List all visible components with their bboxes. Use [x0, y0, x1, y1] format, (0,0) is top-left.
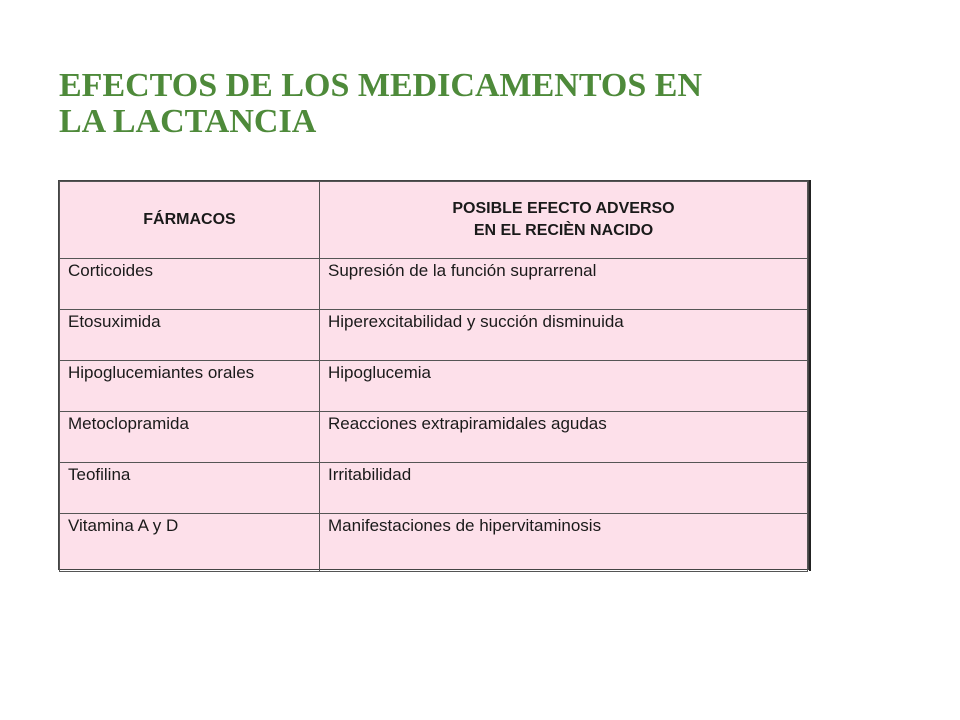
table-row: [60, 310, 808, 361]
effect-cell: Irritabilidad: [320, 463, 808, 514]
drug-cell: Etosuximida: [60, 310, 320, 361]
table-row: [60, 412, 808, 463]
header-posible-efecto: [320, 182, 808, 259]
drug-effects-table-container: [58, 180, 809, 570]
drug-cell: Teofilina: [60, 463, 320, 514]
effect-cell: Hiperexcitabilidad y succión disminuida: [320, 310, 808, 361]
drug-cell: Corticoides: [60, 259, 320, 310]
effect-cell: Reacciones extrapiramidales agudas: [320, 412, 808, 463]
table-header-row: [60, 182, 808, 259]
table-row: [60, 514, 808, 572]
effect-cell: Supresión de la función suprarrenal: [320, 259, 808, 310]
header-farmacos: FÁRMACOS: [60, 182, 320, 259]
header-posible-efecto-line-1: POSIBLE EFECTO ADVERSO: [452, 200, 675, 217]
table-row: [60, 361, 808, 412]
table-row: [60, 463, 808, 514]
effect-cell: Hipoglucemia: [320, 361, 808, 412]
page-title-line-1: EFECTOS DE LOS MEDICAMENTOS EN: [59, 67, 702, 104]
drug-cell: Vitamina A y D: [60, 514, 320, 572]
page-title: [59, 68, 859, 140]
table-row: [60, 259, 808, 310]
drug-cell: Hipoglucemiantes orales: [60, 361, 320, 412]
page-title-line-2: LA LACTANCIA: [59, 103, 317, 140]
header-posible-efecto-line-2: EN EL RECIÈN NACIDO: [473, 222, 654, 239]
drug-cell: Metoclopramida: [60, 412, 320, 463]
drug-effects-table: [59, 181, 808, 572]
effect-cell: Manifestaciones de hipervitaminosis: [320, 514, 808, 572]
